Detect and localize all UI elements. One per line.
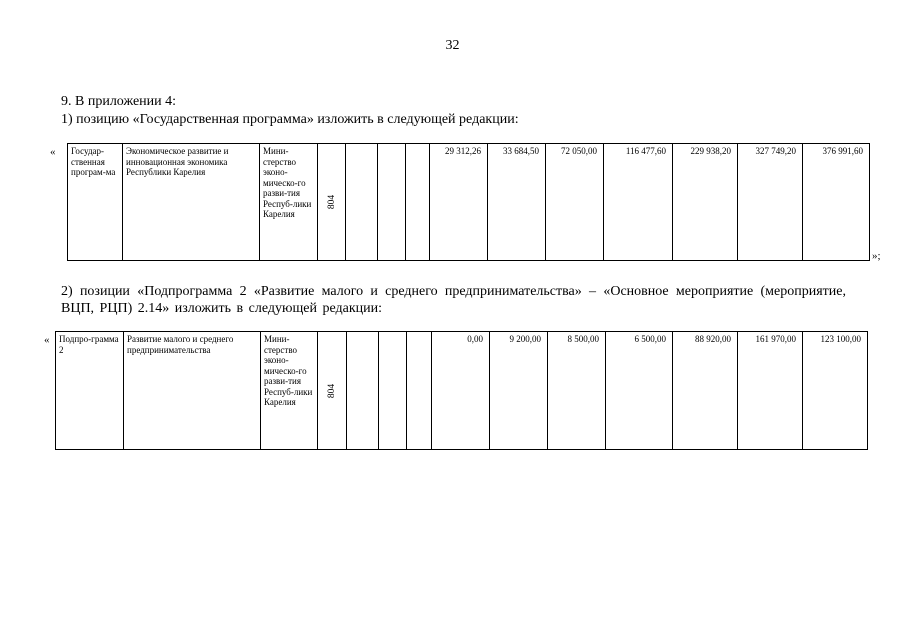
value-cell: 0,00	[432, 332, 490, 450]
code-cell	[318, 144, 346, 261]
value-cell: 88 920,00	[673, 332, 738, 450]
empty-cell	[378, 144, 406, 261]
value-cell: 123 100,00	[803, 332, 868, 450]
value-cell: 29 312,26	[430, 144, 488, 261]
table1-quote-open: «	[50, 146, 56, 158]
empty-cell	[407, 332, 432, 450]
executor-cell: Мини-стерство эконо-мическо-го разви-тия Респуб-лики Карелия	[260, 144, 318, 261]
value-cell: 8 500,00	[548, 332, 606, 450]
executor-cell: Мини-стерство эконо-мическо-го разви-тия Респуб-лики Карелия	[261, 332, 318, 450]
table-row	[68, 144, 870, 261]
status-cell: Подпро-грамма 2	[56, 332, 124, 450]
code-value: 804	[326, 194, 337, 210]
status-cell: Государ-ственная програм-ма	[68, 144, 123, 261]
value-cell: 327 749,20	[738, 144, 803, 261]
value-cell: 376 991,60	[803, 144, 870, 261]
value-cell: 161 970,00	[738, 332, 803, 450]
name-cell: Развитие малого и среднего предпринимательства	[124, 332, 261, 450]
table-state-program	[67, 143, 870, 261]
value-cell: 6 500,00	[606, 332, 673, 450]
paragraph-2: 2) позиции «Подпрограмма 2 «Развитие малого и среднего предпринимательства» – «Основное мероприятие (мероприятие, ВЦП, РЦП) 2.14» изложить в следующей редакции:	[61, 284, 846, 316]
name-cell: Экономическое развитие и инновационная экономика Республики Карелия	[123, 144, 260, 261]
empty-cell	[347, 332, 379, 450]
code-value: 804	[326, 383, 337, 398]
table-row	[56, 332, 868, 450]
value-cell: 9 200,00	[490, 332, 548, 450]
table-subprogram-2	[55, 331, 868, 450]
value-cell: 229 938,20	[673, 144, 738, 261]
empty-cell	[346, 144, 378, 261]
table2-quote-open: «	[44, 334, 50, 346]
intro-line-2: 1) позицию «Государственная программа» изложить в следующей редакции:	[61, 112, 519, 127]
page-number: 32	[445, 38, 460, 53]
empty-cell	[406, 144, 430, 261]
value-cell: 116 477,60	[604, 144, 673, 261]
table1-quote-close: »;	[872, 250, 881, 262]
intro-line-1: 9. В приложении 4:	[61, 94, 177, 109]
code-cell	[318, 332, 347, 450]
value-cell: 33 684,50	[488, 144, 546, 261]
value-cell: 72 050,00	[546, 144, 604, 261]
empty-cell	[379, 332, 407, 450]
